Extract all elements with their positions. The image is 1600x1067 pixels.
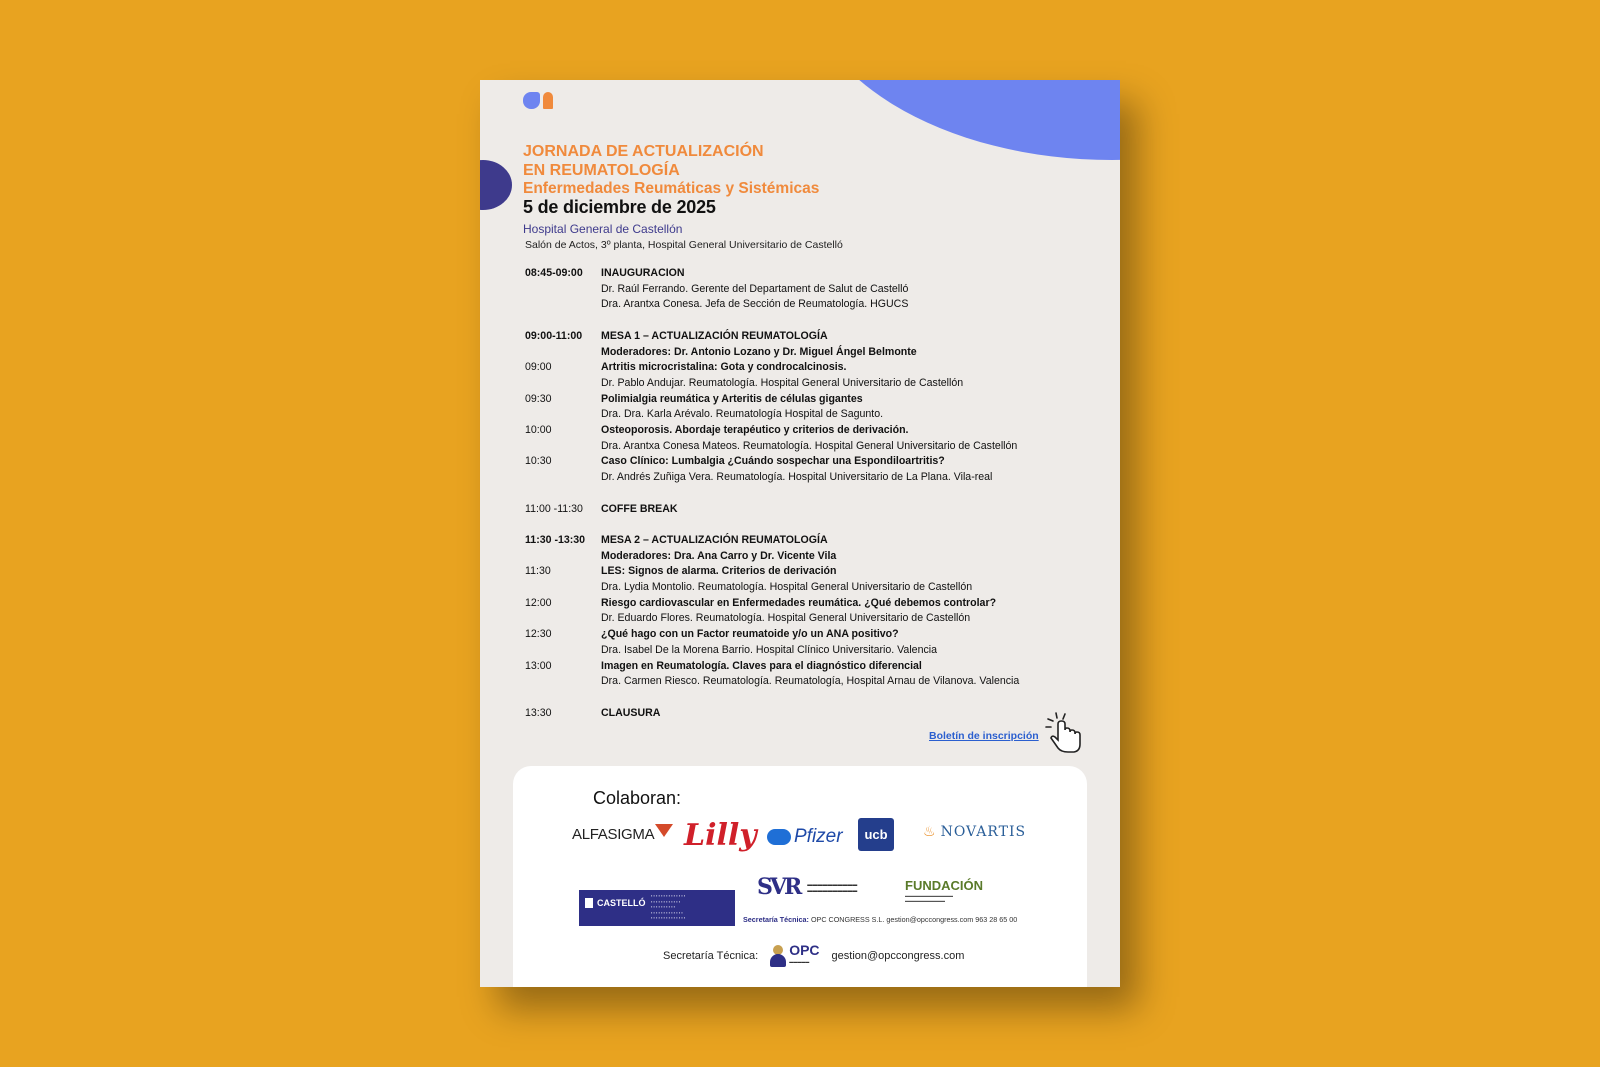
program-time	[525, 297, 601, 313]
fundacion-subtitle-graphic: ▬▬▬▬▬▬▬▬▬▬▬▬ ▬▬▬▬▬▬▬▬▬▬	[905, 893, 953, 903]
program-text: Dra. Isabel De la Morena Barrio. Hospital Clínico Universitario. Valencia	[601, 643, 937, 656]
program-row	[525, 533, 1105, 549]
program-text: Dr. Pablo Andujar. Reumatología. Hospital General Universitario de Castellón	[601, 376, 964, 389]
program-time: 12:00	[525, 596, 552, 609]
program-text: Dr. Raúl Ferrando. Gerente del Departament de Salut de Castelló	[601, 282, 909, 295]
program-row	[525, 549, 1105, 565]
ucb-logo: ucb	[858, 818, 894, 851]
program-text: ¿Qué hago con un Factor reumatoide y/o un ANA positivo?	[601, 628, 899, 641]
fundacion-logo	[905, 878, 983, 903]
signup-link[interactable]: Boletín de inscripción	[929, 730, 1039, 742]
program-time: 13:30	[525, 706, 552, 719]
secretaria-label: Secretaría Técnica:	[663, 950, 759, 962]
novartis-flame-icon: ♨	[923, 824, 937, 840]
program-row	[525, 282, 1105, 298]
program-time	[525, 643, 601, 659]
opc-subtitle-graphic: ▬▬▬▬▬	[789, 959, 810, 964]
program-row	[525, 329, 1105, 345]
program-text: MESA 1 – ACTUALIZACIÓN REUMATOLOGÍA	[601, 329, 828, 342]
program-text: Osteoporosis. Abordaje terapéutico y criterios de derivación.	[601, 424, 909, 437]
lilly-logo: Lilly	[684, 818, 757, 853]
event-address: Salón de Actos, 3º planta, Hospital General Universitario de Castelló	[525, 239, 843, 251]
program-time: 10:30	[525, 455, 552, 468]
program-time	[525, 345, 601, 361]
program-time: 13:00	[525, 659, 552, 672]
program-row	[525, 423, 1105, 439]
program-row	[525, 392, 1105, 408]
secretaria-email: gestion@opccongress.com	[831, 950, 965, 962]
program-row	[525, 454, 1105, 470]
program-text: CLAUSURA	[601, 706, 661, 719]
title-line-1: JORNADA DE ACTUALIZACIÓN	[523, 143, 764, 160]
castello-department-logo	[579, 890, 735, 926]
program-text: Moderadores: Dra. Ana Carro y Dr. Vicente Vila	[601, 549, 837, 562]
pfizer-pill-icon	[767, 829, 791, 845]
event-date: 5 de diciembre de 2025	[523, 197, 716, 217]
program-text: COFFE BREAK	[601, 502, 678, 515]
program-text: Caso Clínico: Lumbalgia ¿Cuándo sospechar una Espondiloartritis?	[601, 455, 945, 468]
program-row	[525, 502, 1105, 518]
event-subtitle: Enfermedades Reumáticas y Sistémicas	[523, 180, 820, 197]
program-row	[525, 643, 1105, 659]
alfasigma-text: ALFASIGMA	[572, 826, 655, 843]
opc-figure-icon	[770, 945, 786, 967]
program-time: 11:30 -13:30	[525, 533, 586, 546]
secretaria-line	[663, 944, 964, 968]
program-text: Polimialgia reumática y Arteritis de células gigantes	[601, 392, 863, 405]
program-schedule	[525, 266, 1105, 721]
program-text: LES: Signos de alarma. Criterios de derivación	[601, 565, 837, 578]
program-time: 12:30	[525, 628, 552, 641]
program-row	[525, 611, 1105, 627]
program-row	[525, 407, 1105, 423]
pfizer-logo	[767, 826, 843, 848]
decorative-navy-blob	[480, 160, 512, 210]
program-text: Dr. Eduardo Flores. Reumatología. Hospital General Universitario de Castellón	[601, 612, 971, 625]
castello-social-links-graphic: ▪ ▪ ▪ ▪ ▪ ▪ ▪ ▪ ▪ ▪ ▪ ▪ ▪ ▪ ▪ ▪ ▪ ▪ ▪ ▪ ▪ ▪ ▪ ▪ ▪ ▪ ▪ ▪ ▪ ▪ ▪ ▪ ▪ ▪ ▪ ▪ ▪ ▪ ▪ ▪ ▪ ▪ ▪ ▪ ▪ ▪ ▪ ▪ ▪ ▪ ▪ ▪ ▪ ▪ ▪ ▪ ▪ ▪ ▪ ▪ ▪ ▪ ▪	[651, 893, 686, 920]
fundacion-text: FUNDACIÓN	[905, 878, 983, 893]
program-text: Dra. Arantxa Conesa Mateos. Reumatología. Hospital General Universitario de Castellón	[601, 439, 1018, 452]
program-time: 11:30	[525, 565, 551, 578]
brand-logo-icon	[523, 92, 557, 110]
program-time	[525, 580, 601, 596]
program-gap	[525, 517, 1105, 533]
program-row	[525, 580, 1105, 596]
program-row	[525, 659, 1105, 675]
program-time	[525, 549, 601, 565]
program-time	[525, 439, 601, 455]
secretaria-small-text: OPC CONGRESS S.L. gestion@opccongress.com 963 28 65 00	[810, 915, 1018, 924]
svr-text: SVR	[757, 874, 800, 900]
brochure-page	[480, 80, 1120, 987]
pfizer-text: Pfizer	[794, 826, 843, 847]
program-time: 11:00 -11:30	[525, 502, 583, 515]
event-title	[523, 142, 764, 180]
program-row	[525, 627, 1105, 643]
program-row	[525, 439, 1105, 455]
program-text: Imagen en Reumatología. Claves para el diagnóstico diferencial	[601, 659, 922, 672]
program-row	[525, 706, 1105, 722]
secretaria-small-line	[743, 915, 1017, 924]
program-time	[525, 611, 601, 627]
program-text: Dra. Carmen Riesco. Reumatología. Reumatología, Hospital Arnau de Vilanova. Valencia	[601, 675, 1020, 688]
novartis-text: NOVARTIS	[940, 824, 1027, 840]
opc-logo	[770, 944, 819, 968]
program-text: INAUGURACION	[601, 267, 685, 279]
program-row	[525, 564, 1105, 580]
program-time	[525, 470, 601, 486]
decorative-blue-blob	[802, 80, 1120, 160]
svr-logo	[757, 874, 857, 900]
program-time: 09:30	[525, 392, 552, 405]
program-text: Dra. Arantxa Conesa. Jefa de Sección de Reumatología. HGUCS	[601, 298, 909, 311]
program-text: Moderadores: Dr. Antonio Lozano y Dr. Miguel Ángel Belmonte	[601, 345, 917, 358]
program-row	[525, 345, 1105, 361]
program-row	[525, 297, 1105, 313]
program-time	[525, 674, 601, 690]
pointer-hand-icon	[1044, 710, 1088, 754]
novartis-logo	[923, 824, 1026, 840]
program-row	[525, 596, 1105, 612]
program-time: 08:45-09:00	[525, 267, 583, 279]
sponsors-panel	[513, 766, 1087, 987]
castello-text: CASTELLÓ	[585, 898, 646, 908]
program-row	[525, 360, 1105, 376]
opc-text: OPC	[789, 942, 820, 958]
program-row	[525, 470, 1105, 486]
program-text: Dra. Dra. Karla Arévalo. Reumatología Hospital de Sagunto.	[601, 408, 884, 421]
program-gap	[525, 486, 1105, 502]
alfasigma-logo	[572, 826, 673, 843]
program-time: 10:00	[525, 424, 552, 437]
program-text: Riesgo cardiovascular en Enfermedades reumática. ¿Qué debemos controlar?	[601, 596, 997, 609]
program-time: 09:00-11:00	[525, 329, 583, 342]
svr-subtitle-graphic: ▬▬▬▬▬▬▬▬▬▬ ▬▬▬▬▬▬▬▬▬▬	[807, 882, 858, 894]
alfasigma-triangle-icon	[655, 824, 673, 837]
program-time	[525, 282, 601, 298]
program-text: Artritis microcristalina: Gota y condrocalcinosis.	[601, 361, 847, 374]
program-time: 09:00	[525, 361, 552, 374]
program-text: Dra. Lydia Montolio. Reumatología. Hospital General Universitario de Castellón	[601, 581, 973, 594]
program-time	[525, 376, 601, 392]
program-time	[525, 407, 601, 423]
program-row	[525, 674, 1105, 690]
program-row	[525, 266, 1105, 282]
event-hospital: Hospital General de Castellón	[523, 222, 683, 236]
program-gap	[525, 690, 1105, 706]
program-gap	[525, 313, 1105, 329]
program-row	[525, 376, 1105, 392]
program-text: Dr. Andrés Zuñiga Vera. Reumatología. Hospital Universitario de La Plana. Vila-real	[601, 471, 993, 484]
title-line-2: EN REUMATOLOGÍA	[523, 162, 680, 179]
sponsors-heading: Colaboran:	[593, 788, 682, 808]
program-text: MESA 2 – ACTUALIZACIÓN REUMATOLOGÍA	[601, 533, 828, 546]
secretaria-small-label: Secretaría Técnica:	[743, 915, 809, 924]
